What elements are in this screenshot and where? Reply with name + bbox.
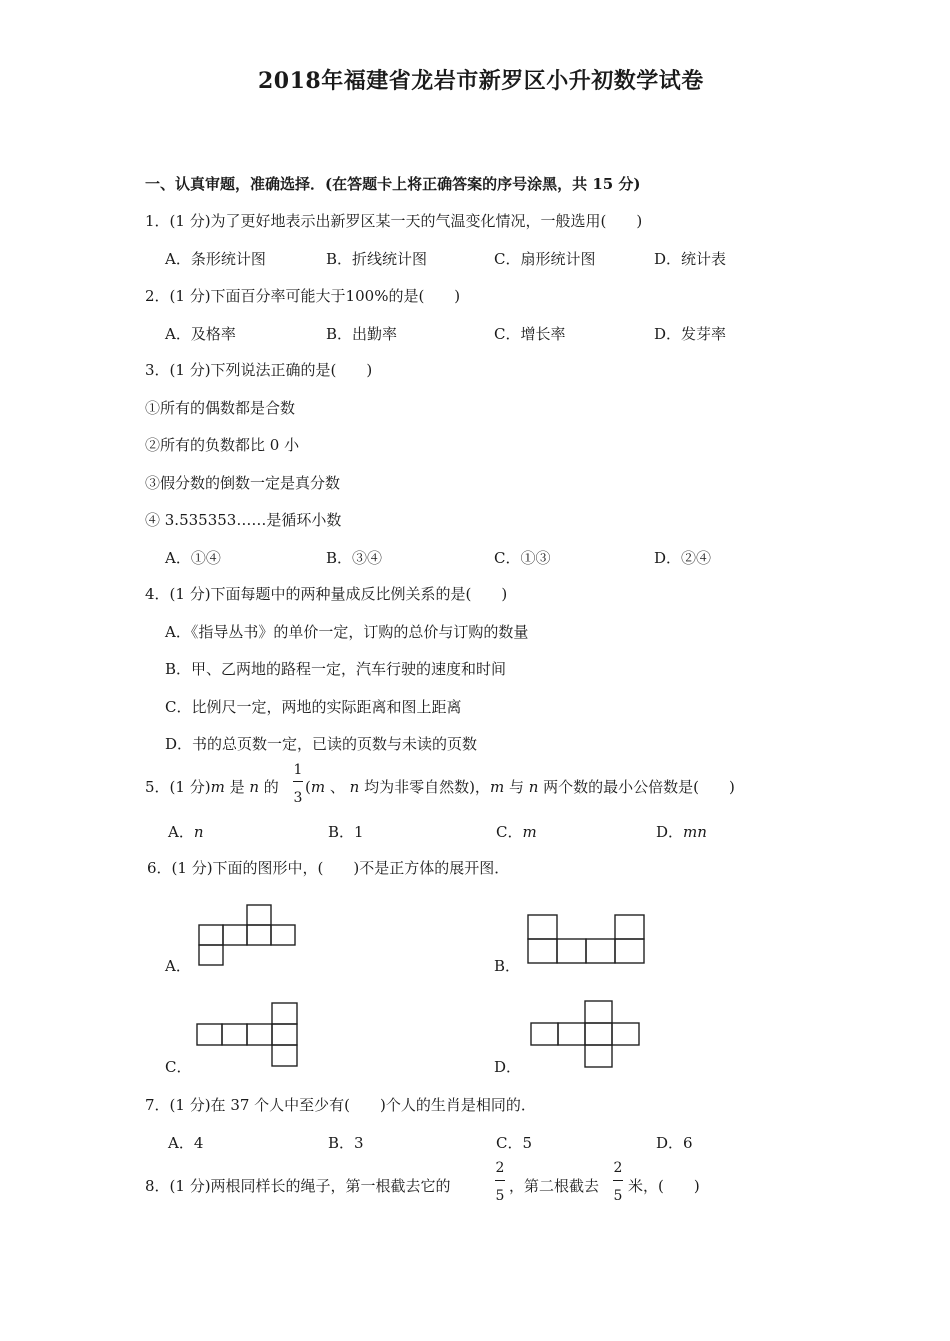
question-6-label-c: C．: [165, 1058, 192, 1076]
question-5-option-a: A．n: [168, 823, 204, 841]
question-1-option-c: C．扇形统计图: [494, 250, 596, 268]
fraction-2-bar: [613, 1180, 623, 1181]
question-3-option-c: C．①③: [494, 549, 551, 567]
question-2-option-b: B．出勤率: [326, 325, 398, 343]
question-7-option-d: D．6: [656, 1134, 693, 1152]
question-3-statement-1: ①所有的偶数都是合数: [145, 399, 296, 417]
question-1-stem: 1．(1 分)为了更好地表示出新罗区某一天的气温变化情况，一般选用( ): [145, 212, 643, 230]
question-5-text-is: 是: [224, 778, 250, 796]
question-3-statement-2: ②所有的负数都比 0 小: [145, 436, 300, 454]
var-n: n: [249, 778, 260, 796]
fraction-denominator: 3: [293, 790, 303, 806]
page-title: 2018年福建省龙岩市新罗区小升初数学试卷: [258, 68, 704, 94]
fraction-1-numerator: 2: [495, 1160, 505, 1176]
question-6-label-d: D．: [494, 1058, 522, 1076]
question-6-stem: 6．(1 分)下面的图形中，( )不是正方体的展开图．: [147, 859, 510, 877]
question-7-option-b: B．3: [328, 1134, 364, 1152]
question-4-option-d: D．书的总页数一定，已读的页数与未读的页数: [165, 735, 478, 753]
var-m: m: [210, 778, 225, 796]
question-3-statement-4: ④ 3.535353……是循环小数: [145, 511, 342, 529]
cube-net-a: [198, 904, 298, 966]
var-n: n: [349, 778, 360, 796]
question-4-option-b: B．甲、乙两地的路程一定，汽车行驶的速度和时间: [165, 660, 507, 678]
question-3-statement-3: ③假分数的倒数一定是真分数: [145, 474, 341, 492]
fraction-1-denominator: 5: [495, 1188, 505, 1204]
question-5-stem-continued: [305, 776, 735, 797]
question-3-option-b: B．③④: [326, 549, 383, 567]
question-5-stem: [145, 776, 279, 797]
question-2-option-c: C．增长率: [494, 325, 566, 343]
var-m: m: [310, 778, 326, 796]
question-5-text-and: 与: [504, 778, 529, 796]
question-3-option-d: D．②④: [654, 549, 712, 567]
fraction-2-denominator: 5: [613, 1188, 623, 1204]
question-2-option-d: D．发芽率: [654, 325, 727, 343]
question-5-option-c: C．m: [496, 823, 537, 841]
question-5-option-b: B．1: [328, 823, 364, 841]
question-4-option-a: A．《指导丛书》的单价一定，订购的总价与订购的数量: [165, 623, 529, 641]
paren-open: (: [305, 778, 311, 796]
question-1-option-d: D．统计表: [654, 250, 727, 268]
question-1-option-b: B．折线统计图: [326, 250, 428, 268]
question-3-option-a: A．①④: [165, 549, 221, 567]
question-6-label-a: A．: [165, 957, 191, 975]
question-7-option-c: C．5: [496, 1134, 533, 1152]
cube-net-d: [529, 1000, 639, 1070]
fraction-numerator: 1: [293, 762, 303, 778]
question-5-text-part3: 两个数的最小公倍数是( ): [538, 778, 735, 796]
question-8-stem-part3: 米，( ): [628, 1177, 700, 1195]
separator: 、: [325, 778, 350, 796]
question-3-stem: 3．(1 分)下列说法正确的是( ): [145, 361, 373, 379]
question-8-stem-part1: 8．(1 分)两根同样长的绳子，第一根截去它的: [145, 1177, 451, 1195]
fraction-bar: [293, 781, 303, 782]
question-4-option-c: C．比例尺一定，两地的实际距离和图上距离: [165, 698, 462, 716]
question-5-text-of: 的: [259, 778, 279, 796]
question-1-option-a: A．条形统计图: [165, 250, 266, 268]
question-5-prefix: 5．(1 分): [145, 778, 211, 796]
question-5-option-d: D．mn: [656, 823, 707, 841]
question-8-stem-part2: ，第二根截去: [509, 1177, 600, 1195]
question-6-label-b: B．: [494, 957, 521, 975]
var-n: n: [528, 778, 539, 796]
question-5-text-part2: 均为非零自然数)，: [359, 778, 490, 796]
section-heading: 一、认真审题，准确选择．(在答题卡上将正确答案的序号涂黑，共 15 分): [145, 175, 641, 193]
question-7-option-a: A．4: [168, 1134, 204, 1152]
question-2-option-a: A．及格率: [165, 325, 236, 343]
var-m: m: [489, 778, 505, 796]
cube-net-c: [196, 1002, 300, 1068]
fraction-1-bar: [495, 1180, 505, 1181]
cube-net-b: [527, 914, 645, 966]
fraction-2-numerator: 2: [613, 1160, 623, 1176]
question-7-stem: 7．(1 分)在 37 个人中至少有( )个人的生肖是相同的．: [145, 1096, 536, 1114]
question-2-stem: 2．(1 分)下面百分率可能大于100%的是( ): [145, 287, 461, 305]
question-4-stem: 4．(1 分)下面每题中的两种量成反比例关系的是( ): [145, 585, 508, 603]
